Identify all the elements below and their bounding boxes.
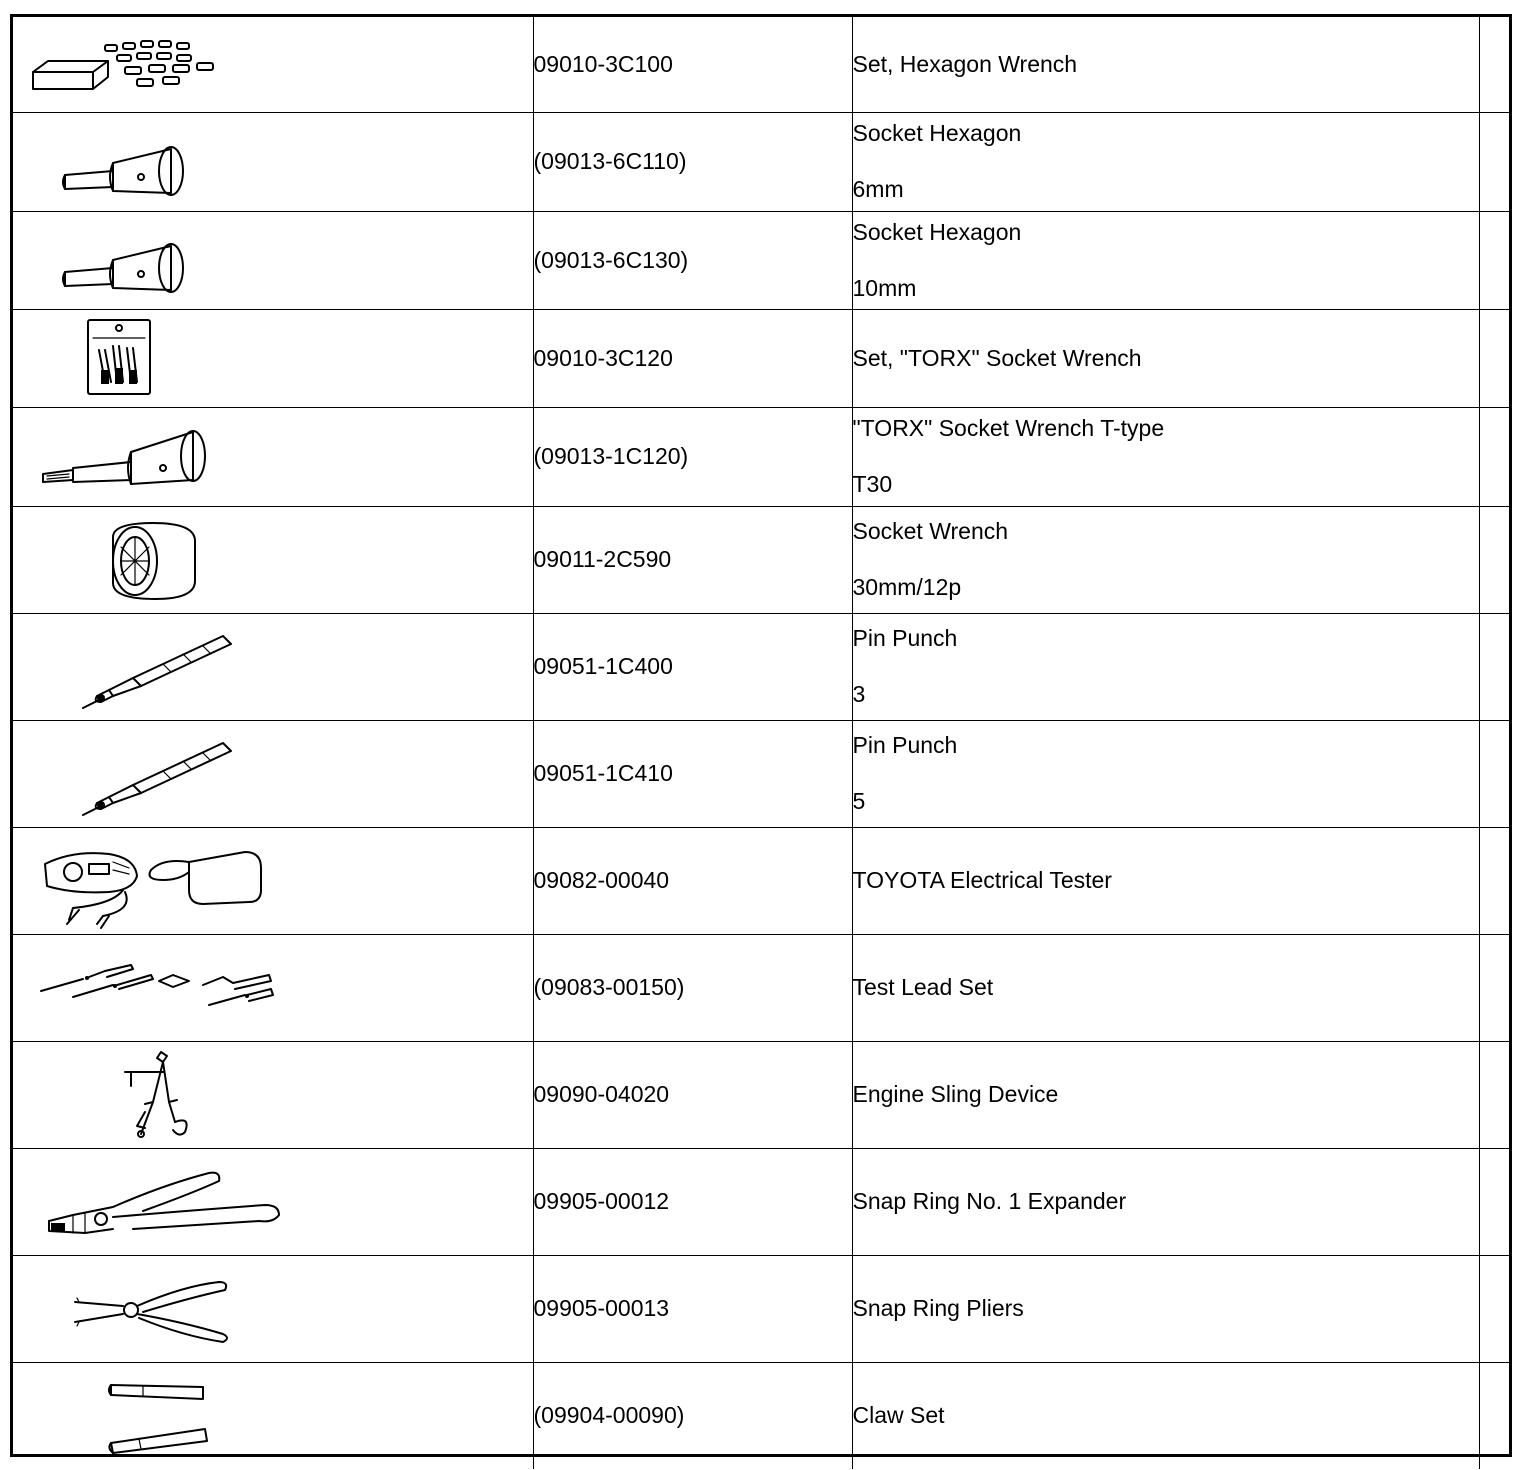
part-number: (09904-00090) <box>533 1363 852 1470</box>
table-row <box>13 614 1509 721</box>
part-number: 09010-3C120 <box>533 310 852 408</box>
socket-hexagon-icon <box>13 212 533 309</box>
tool-name: Claw Set <box>852 1402 945 1429</box>
part-number: 09905-00012 <box>533 1149 852 1256</box>
tool-name: "TORX" Socket Wrench T-type <box>852 415 1165 442</box>
table-row <box>13 935 1509 1042</box>
tool-name: Socket Hexagon <box>852 120 1022 147</box>
snap-ring-pliers-icon <box>13 1256 533 1362</box>
table-row <box>13 212 1509 310</box>
tool-name: Snap Ring Pliers <box>852 1295 1024 1322</box>
tool-illustration-cell <box>13 1042 533 1149</box>
socket-hexagon-icon <box>13 113 533 211</box>
table-row <box>13 721 1509 828</box>
table-row <box>13 1042 1509 1149</box>
tool-illustration-cell <box>13 1149 533 1256</box>
table-row <box>13 1149 1509 1256</box>
test-lead-set-icon <box>13 935 533 1041</box>
note-cell <box>1479 408 1509 507</box>
tool-name-cell <box>852 212 1479 310</box>
tool-illustration-cell <box>13 1363 533 1470</box>
tool-name-cell <box>852 507 1479 614</box>
snap-ring-expander-icon <box>13 1149 533 1255</box>
engine-sling-device-icon <box>13 1042 533 1148</box>
tool-name: TOYOTA Electrical Tester <box>852 867 1112 894</box>
table-row <box>13 507 1509 614</box>
note-cell <box>1479 1149 1509 1256</box>
tool-name-cell <box>852 1363 1479 1470</box>
tool-spec: 5 <box>852 788 866 814</box>
tool-spec: 30mm/12p <box>852 574 962 600</box>
tool-name: Set, Hexagon Wrench <box>852 50 1078 77</box>
note-cell <box>1479 721 1509 828</box>
tool-name-cell <box>852 721 1479 828</box>
table-row <box>13 408 1509 507</box>
note-cell <box>1479 212 1509 310</box>
tool-name-cell <box>852 935 1479 1042</box>
note-cell <box>1479 310 1509 408</box>
tool-name: Snap Ring No. 1 Expander <box>852 1188 1127 1215</box>
tool-illustration-cell <box>13 408 533 507</box>
hexagon-wrench-set-icon <box>13 17 533 112</box>
tool-illustration-cell <box>13 507 533 614</box>
tool-spec: 3 <box>852 681 866 707</box>
tool-illustration-cell <box>13 310 533 408</box>
pin-punch-icon <box>13 614 533 720</box>
tool-name-cell <box>852 614 1479 721</box>
tool-illustration-cell <box>13 614 533 721</box>
note-cell <box>1479 1256 1509 1363</box>
tool-spec: 6mm <box>852 176 904 202</box>
part-number: 09010-3C100 <box>533 17 852 113</box>
note-cell <box>1479 1363 1509 1470</box>
table-row <box>13 1256 1509 1363</box>
tool-name: Test Lead Set <box>852 974 994 1001</box>
tool-name-cell <box>852 408 1479 507</box>
tool-illustration-cell <box>13 935 533 1042</box>
table-row <box>13 828 1509 935</box>
part-number: 09905-00013 <box>533 1256 852 1363</box>
part-number: 09051-1C410 <box>533 721 852 828</box>
tool-name-cell <box>852 1042 1479 1149</box>
tool-name-cell <box>852 310 1479 408</box>
tool-name: Socket Wrench <box>852 518 1009 545</box>
part-number: (09013-6C110) <box>533 113 852 212</box>
tool-spec: 10mm <box>852 274 917 301</box>
tool-name: Socket Hexagon <box>852 218 1022 245</box>
tool-name-cell <box>852 113 1479 212</box>
note-cell <box>1479 828 1509 935</box>
tool-name: Set, "TORX" Socket Wrench <box>852 344 1142 371</box>
part-number: 09082-00040 <box>533 828 852 935</box>
tool-illustration-cell <box>13 1256 533 1363</box>
pin-punch-icon <box>13 721 533 827</box>
part-number: 09051-1C400 <box>533 614 852 721</box>
tool-name: Pin Punch <box>852 625 958 652</box>
tool-illustration-cell <box>13 721 533 828</box>
part-number: (09083-00150) <box>533 935 852 1042</box>
tool-illustration-cell <box>13 212 533 310</box>
table-row <box>13 113 1509 212</box>
note-cell <box>1479 1042 1509 1149</box>
tool-name: Pin Punch <box>852 732 958 759</box>
note-cell <box>1479 614 1509 721</box>
note-cell <box>1479 935 1509 1042</box>
tool-name: Engine Sling Device <box>852 1081 1059 1108</box>
tool-name-cell <box>852 1256 1479 1363</box>
table-row <box>13 310 1509 408</box>
tool-spec: T30 <box>852 471 893 497</box>
tool-name-cell <box>852 1149 1479 1256</box>
socket-wrench-icon <box>13 507 533 613</box>
tool-name-cell <box>852 828 1479 935</box>
part-number: (09013-6C130) <box>533 212 852 310</box>
part-number: 09011-2C590 <box>533 507 852 614</box>
tool-illustration-cell <box>13 17 533 113</box>
part-number: (09013-1C120) <box>533 408 852 507</box>
claw-set-icon <box>13 1363 533 1469</box>
note-cell <box>1479 17 1509 113</box>
special-tools-sheet <box>10 14 1512 1457</box>
tool-illustration-cell <box>13 828 533 935</box>
tool-name-cell <box>852 17 1479 113</box>
part-number: 09090-04020 <box>533 1042 852 1149</box>
note-cell <box>1479 507 1509 614</box>
table-row <box>13 17 1509 113</box>
torx-socket-set-icon <box>13 310 533 407</box>
electrical-tester-icon <box>13 828 533 934</box>
note-cell <box>1479 113 1509 212</box>
special-tools-table <box>13 17 1509 1469</box>
tool-illustration-cell <box>13 113 533 212</box>
torx-socket-t-type-icon <box>13 408 533 506</box>
table-row <box>13 1363 1509 1470</box>
